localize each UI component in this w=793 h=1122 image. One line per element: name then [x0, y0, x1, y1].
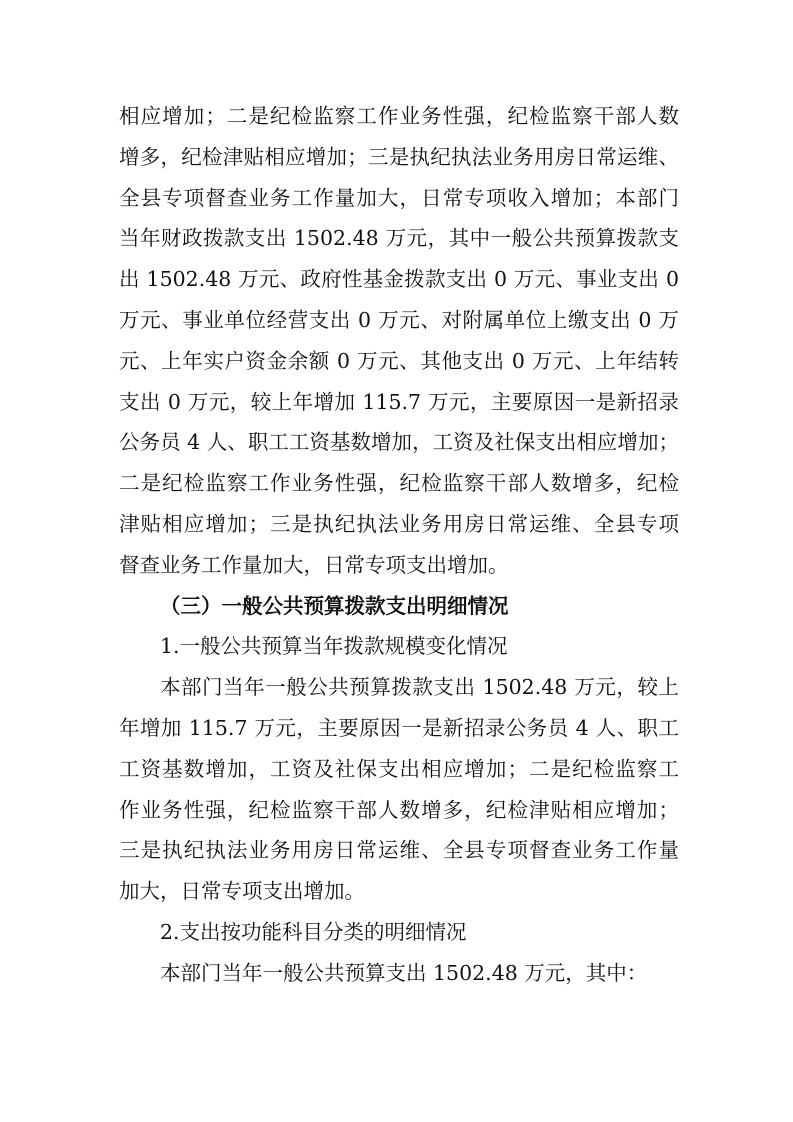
text-line: 当年财政拨款支出 1502.48 万元，其中一般公共预算拨款支 [119, 226, 679, 251]
text-line: 三是执纪执法业务用房日常运维、全县专项督查业务工作量 [119, 838, 679, 863]
subsection-heading: 1.一般公共预算当年拨款规模变化情况 [160, 634, 508, 659]
document-body [119, 96, 679, 994]
text-line: 公务员 4 人、职工工资基数增加，工资及社保支出相应增加； [119, 430, 679, 455]
text-line: 元、上年实户资金余额 0 万元、其他支出 0 万元、上年结转 [119, 348, 679, 373]
text-line: 津贴相应增加；三是执纪执法业务用房日常运维、全县专项 [119, 511, 679, 536]
text-line: 督查业务工作量加大，日常专项支出增加。 [119, 552, 509, 577]
text-line: 本部门当年一般公共预算支出 1502.48 万元，其中： [160, 960, 648, 985]
text-line: 万元、事业单位经营支出 0 万元、对附属单位上缴支出 0 万 [119, 307, 679, 332]
text-line: 年增加 115.7 万元，主要原因一是新招录公务员 4 人、职工 [119, 715, 679, 740]
text-line: 工资基数增加，工资及社保支出相应增加；二是纪检监察工 [119, 756, 679, 781]
text-line: 作业务性强，纪检监察干部人数增多，纪检津贴相应增加； [119, 797, 679, 822]
text-line: 出 1502.48 万元、政府性基金拨款支出 0 万元、事业支出 0 [119, 267, 679, 292]
text-line: 本部门当年一般公共预算拨款支出 1502.48 万元，较上 [160, 675, 679, 700]
text-line: 支出 0 万元，较上年增加 115.7 万元，主要原因一是新招录 [119, 389, 679, 414]
text-line: 全县专项督查业务工作量加大，日常专项收入增加；本部门 [119, 185, 679, 210]
section-heading: （三）一般公共预算拨款支出明细情况 [160, 593, 509, 618]
subsection-heading: 2.支出按功能科目分类的明细情况 [160, 919, 467, 944]
text-line: 二是纪检监察工作业务性强，纪检监察干部人数增多，纪检 [119, 471, 679, 496]
text-line: 相应增加；二是纪检监察工作业务性强，纪检监察干部人数 [119, 104, 679, 128]
text-line: 增多，纪检津贴相应增加；三是执纪执法业务用房日常运维、 [119, 144, 679, 169]
text-line: 加大，日常专项支出增加。 [119, 879, 365, 904]
